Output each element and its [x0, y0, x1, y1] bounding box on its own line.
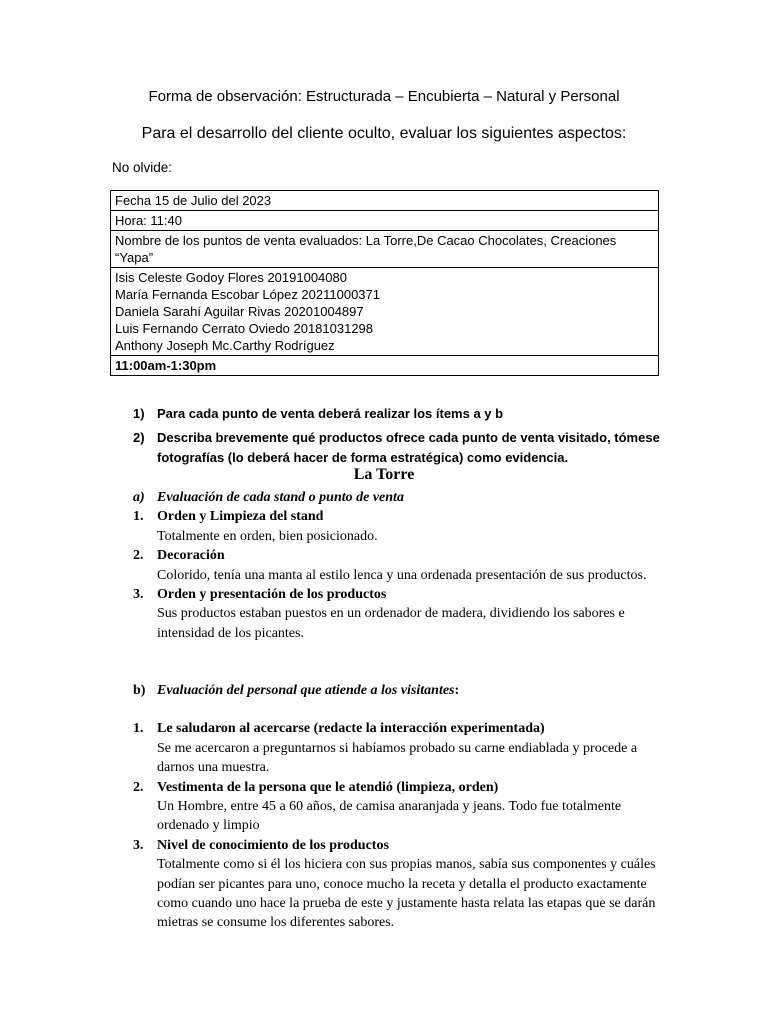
- list-number: 3.: [133, 837, 144, 853]
- venues-line-2: “Yapa”: [115, 250, 154, 265]
- part-a: [133, 488, 657, 643]
- list-number: 1.: [133, 721, 144, 737]
- list-item: [133, 428, 667, 468]
- item-heading: Orden y Limpieza del stand: [157, 509, 324, 525]
- section-title: La Torre: [353, 466, 415, 483]
- member-name: Daniela Sarahí Aguilar Rivas 20201004897: [115, 304, 364, 319]
- list-number: 1): [133, 406, 145, 421]
- part-title: Evaluación de cada stand o punto de venta: [157, 490, 404, 505]
- venues-line-1: Nombre de los puntos de venta evaluados: La Torre,De Cacao Chocolates, Creaciones: [115, 233, 617, 248]
- venues-cell: [111, 231, 659, 268]
- item-answer: Totalmente como si él los hiciera con sus propias manos, sabía sus componentes y cuáles podían ser picantes para uno, conoce mucho la receta y detalla el producto exactamente como cuando uno hace la prueba de este y justamente hasta relata las etapas que se darán mietras se consume los diferentes sabores.: [157, 857, 656, 931]
- part-a-heading: [133, 488, 657, 507]
- item-heading: Nivel de conocimiento de los productos: [157, 837, 389, 853]
- members-cell: [111, 268, 659, 356]
- list-item: [133, 778, 657, 836]
- item-answer: Totalmente en orden, bien posicionado.: [157, 528, 378, 544]
- part-title: Evaluación del personal que atiende a los visitantes: [157, 683, 455, 698]
- table-row: [111, 356, 659, 376]
- item-heading: Le saludaron al acercarse (redacte la interacción experimentada): [157, 721, 545, 737]
- list-item: [133, 546, 657, 585]
- date-cell: Fecha 15 de Julio del 2023: [111, 191, 659, 211]
- item-answer: Colorido, tenía una manta al estilo lenca y una ordenada presentación de sus productos.: [157, 567, 647, 583]
- list-number: 1.: [133, 509, 144, 525]
- document-subtitle: Para el desarrollo del cliente oculto, evaluar los siguientes aspectos:: [141, 125, 627, 142]
- member-name: Isis Celeste Godoy Flores 20191004080: [115, 270, 347, 285]
- part-title-colon: :: [454, 683, 460, 698]
- instruction-text: Describa brevemente qué productos ofrece cada punto de venta visitado, tómese fotografías (lo deberá hacer de forma estratégica) como evidencia.: [157, 430, 660, 465]
- list-number: 3.: [133, 587, 144, 603]
- item-heading: Decoración: [157, 548, 225, 564]
- item-answer: Sus productos estaban puestos en un ordenador de madera, dividiendo los sabores e intensidad de los picantes.: [157, 606, 625, 641]
- part-label: b): [133, 683, 146, 698]
- part-b: [133, 681, 657, 933]
- part-b-heading: [133, 681, 657, 700]
- table-row: [111, 268, 659, 356]
- list-item: [133, 836, 657, 933]
- list-item: [133, 507, 657, 546]
- reminder-label: No olvide:: [112, 160, 173, 175]
- info-table: [110, 190, 659, 376]
- item-answer: Se me acercaron a preguntarnos si habíamos probado su carne endiablada y procede a darnos una muestra.: [157, 740, 638, 776]
- list-item: [133, 585, 657, 643]
- member-name: Luis Fernando Cerrato Oviedo 20181031298: [115, 321, 374, 336]
- list-number: 2.: [133, 779, 144, 795]
- document-title: Forma de observación: Estructurada – Encubierta – Natural y Personal: [148, 88, 620, 105]
- time-cell: Hora: 11:40: [111, 211, 659, 231]
- instruction-text: Para cada punto de venta deberá realizar los ítems a y b: [157, 406, 504, 421]
- part-label: a): [133, 490, 145, 505]
- item-heading: Vestimenta de la persona que le atendió (limpieza, orden): [157, 779, 499, 795]
- list-number: 2.: [133, 548, 144, 564]
- instructions-list: [133, 404, 667, 468]
- list-item: [133, 719, 657, 777]
- table-row: [111, 231, 659, 268]
- item-heading: Orden y presentación de los productos: [157, 587, 387, 603]
- member-name: Anthony Joseph Mc.Carthy Rodríguez: [115, 338, 335, 353]
- table-row: [111, 211, 659, 231]
- table-row: [111, 191, 659, 211]
- item-answer: Un Hombre, entre 45 a 60 años, de camisa anaranjada y jeans. Todo fue totalmente ordenado y limpio: [157, 799, 622, 834]
- member-name: María Fernanda Escobar López 20211000371: [115, 287, 381, 302]
- list-number: 2): [133, 430, 145, 445]
- list-item: [133, 404, 667, 424]
- schedule-cell: 11:00am-1:30pm: [111, 356, 659, 376]
